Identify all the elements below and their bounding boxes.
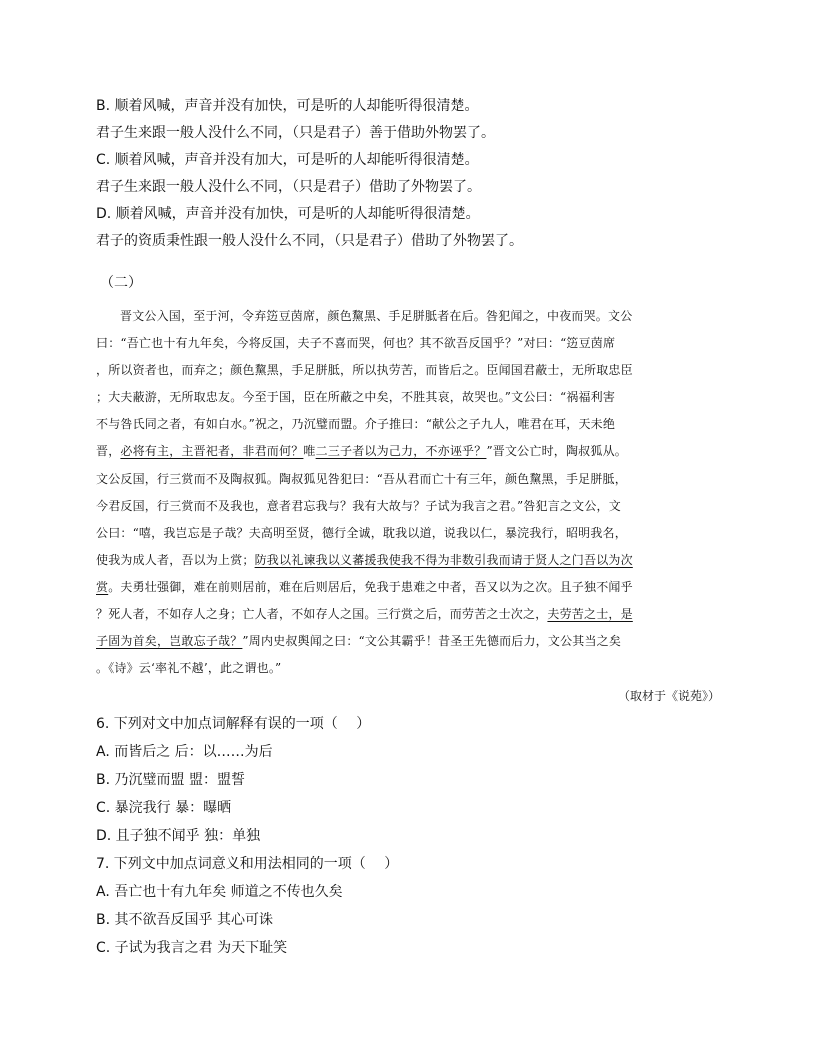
underlined-sentence-4-end: 子固为首矣，岂敢忘子哉？: [96, 634, 243, 649]
option-c-line1: C. 顺着风喊，声音并没有加大，可是听的人却能听得很清楚。: [96, 152, 479, 168]
underlined-sentence-4: 夫劳苦之士，是: [547, 607, 633, 622]
passage-line: [96, 631, 722, 658]
underlined-sentence-1: 必将有主，主晋祀者，非君而何？: [120, 444, 304, 459]
source-citation: （取材于《说苑》）: [617, 689, 720, 703]
passage-line: [96, 577, 722, 604]
question-7: 7. 下列文中加点词意义和用法相同的一项（ ）: [96, 856, 399, 872]
passage-line: ，所以资者也，而弃之；颜色黧黑，手足胼胝，所以执劳苦，而皆后之。臣闻国君蔽士，无所取忠臣: [96, 363, 633, 378]
question-6-option-c: C. 暴浣我行 暴：曝晒: [96, 800, 232, 816]
option-b-line1: B. 顺着风喊，声音并没有加快，可是听的人却能听得很清楚。: [96, 98, 479, 114]
underlined-sentence-3: 防我以礼谏我以义蕃援我使我不得为非数引我而请于贤人之门吾以为次: [254, 552, 633, 567]
passage-line: [96, 441, 722, 468]
passage-text: 晋，: [96, 444, 121, 459]
passage-line: 曰：“吾亡也十有九年矣，今将反国，夫子不喜而哭，何也？其不欲吾反国乎？”对曰：“笾豆茵席: [96, 336, 616, 351]
option-b-line2: 君子生来跟一般人没什么不同，（只是君子）善于借助外物罢了。: [96, 125, 495, 141]
question-6: 6. 下列对文中加点词解释有误的一项（ ）: [96, 716, 371, 732]
underlined-sentence-2: 二三子者以为己力，不亦诬乎？: [315, 444, 487, 459]
option-c-line2: 君子生来跟一般人没什么不同，（只是君子）借助了外物罢了。: [96, 179, 481, 195]
question-6-option-a: A. 而皆后之 后：以……为后: [96, 744, 273, 760]
passage-line: 。《诗》云‘率礼不越’，此之谓也。”: [96, 661, 282, 676]
underlined-sentence-3-end: 赏: [96, 579, 109, 594]
passage-line: 不与咎氏同之者，有如白水。”祝之，乃沉璧而盟。介子推曰：“献公之子九人，唯君在耳，天未绝: [96, 417, 616, 432]
passage-line: 文公反国，行三赏而不及陶叔狐。陶叔狐见咎犯曰：“吾从君而亡十有三年，颜色黧黑，手足胼胝，: [96, 471, 627, 486]
passage-line: ；大夫蔽游，无所取忠友。今至于国，臣在所蔽之中矣，不胜其哀，故哭也。”文公曰：“祸福利害: [96, 390, 616, 405]
question-6-option-d: D. 且子独不闻乎 独：单独: [96, 828, 261, 844]
passage-line: [96, 550, 722, 577]
passage-line: 晋文公入国，至于河，令弃笾豆茵席，颜色黧黑、手足胼胝者在后。咎犯闻之，中夜而哭。文公: [120, 309, 633, 323]
passage-line: 公曰：“嘻，我岂忘是子哉？夫高明至贤，德行全诚，耽我以道，说我以仁，暴浣我行，昭明我名，: [96, 525, 627, 540]
passage-line: 今君反国，行三赏而不及我也，意者君忘我与？我有大故与？子试为我言之君。”咎犯言之文公，文: [96, 498, 621, 513]
passage-text: 唯: [303, 444, 316, 459]
section-label: （二）: [100, 275, 142, 291]
passage-text: 使我为成人者，吾以为上赏；: [96, 552, 255, 567]
question-7-option-c: C. 子试为我言之君 为天下耻笑: [96, 940, 288, 956]
question-7-option-a: A. 吾亡也十有九年矣 师道之不传也久矣: [96, 884, 343, 900]
passage-line: [96, 604, 722, 631]
passage-text: ”晋文公亡时，陶叔狐从。: [486, 444, 627, 459]
passage: [96, 306, 722, 685]
question-6-option-b: B. 乃沉璧而盟 盟：盟誓: [96, 772, 245, 788]
option-d-line2: 君子的资质秉性跟一般人没什么不同，（只是君子）借助了外物罢了。: [96, 233, 523, 249]
passage-text: ？死人者，不如存人之身；亡人者，不如存人之国。三行赏之后，而劳苦之士次之，: [96, 607, 548, 622]
option-d-line1: D. 顺着风喊，声音并没有加快，可是听的人却能听得很清楚。: [96, 206, 480, 222]
passage-text: 。夫勇壮强御，难在前则居前，难在后则居后，免我于患难之中者，吾又以为之次。且子独不闻乎: [108, 579, 633, 594]
question-7-option-b: B. 其不欲吾反国乎 其心可诛: [96, 912, 273, 928]
passage-text: ”周内史叔舆闻之曰：“文公其霸乎！昔圣王先德而后力，文公其当之矣: [242, 634, 622, 649]
